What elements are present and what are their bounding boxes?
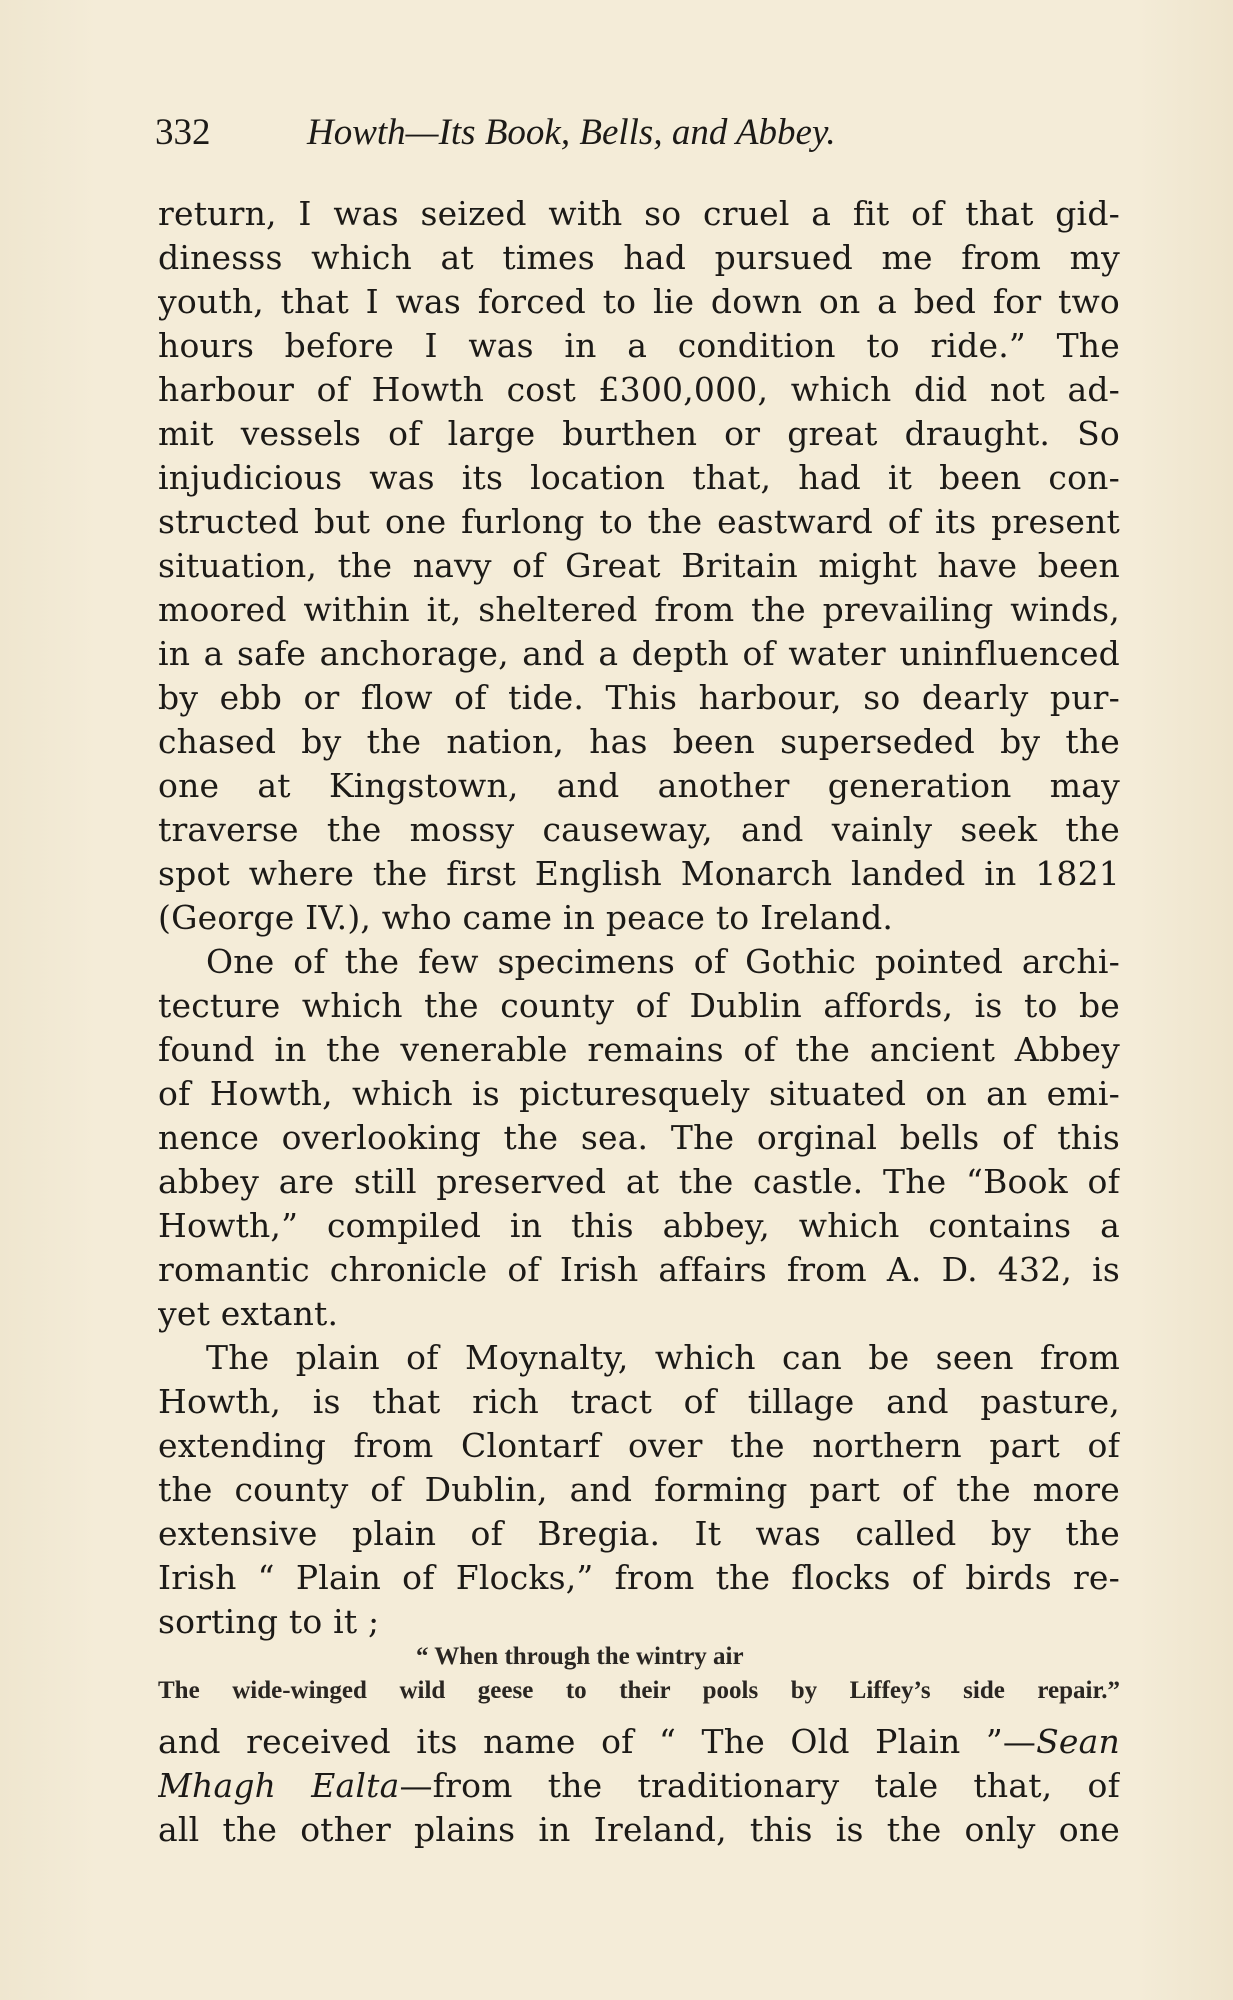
text-line: abbey are still preserved at the castle. The “Book of bbox=[158, 1162, 1120, 1201]
text-line: extensive plain of Bregia. It was called by the bbox=[158, 1514, 1120, 1553]
text-line: tecture which the county of Dublin affords, is to be bbox=[158, 986, 1120, 1025]
text-segment: —from the traditionary tale that, of bbox=[399, 1766, 1120, 1805]
text-line: harbour of Howth cost £300,000, which did not ad- bbox=[158, 370, 1120, 409]
quote-line: “ When through the wintry air bbox=[416, 1643, 744, 1670]
text-line: found in the venerable remains of the ancient Abbey bbox=[158, 1030, 1120, 1069]
verse-quotation bbox=[158, 1640, 1120, 1708]
text-line: injudicious was its location that, had it been con- bbox=[158, 458, 1120, 497]
page-header bbox=[155, 108, 1075, 158]
text-line: mit vessels of large burthen or great draught. So bbox=[158, 414, 1120, 453]
text-line: traverse the mossy causeway, and vainly seek the bbox=[158, 810, 1120, 849]
paragraph-start-line: One of the few specimens of Gothic pointed archi- bbox=[206, 942, 1120, 981]
text-line: romantic chronicle of Irish affairs from A. D. 432, is bbox=[158, 1250, 1120, 1289]
text-line bbox=[158, 1720, 1120, 1764]
running-title: Howth—Its Book, Bells, and Abbey. bbox=[307, 112, 836, 153]
text-line: dinesss which at times had pursued me from my bbox=[158, 238, 1120, 277]
quote-line: The wide-winged wild geese to their pools by Liffey’s side repair.” bbox=[158, 1677, 1120, 1704]
text-segment: and received its name of “ The Old Plain ”— bbox=[158, 1722, 1037, 1761]
text-line: hours before I was in a condition to ride.” The bbox=[158, 326, 1120, 365]
italic-term: Mhagh Ealta bbox=[158, 1766, 400, 1805]
page-number: 332 bbox=[155, 112, 211, 153]
text-line: moored within it, sheltered from the prevailing winds, bbox=[158, 590, 1120, 629]
paragraph-end-line: yet extant. bbox=[158, 1294, 339, 1333]
text-line: Irish “ Plain of Flocks,” from the flocks of birds re- bbox=[158, 1558, 1120, 1597]
paragraph-start-line: The plain of Moynalty, which can be seen from bbox=[206, 1338, 1120, 1377]
text-line: nence overlooking the sea. The orginal bells of this bbox=[158, 1118, 1120, 1157]
italic-term: Sean bbox=[1036, 1722, 1120, 1761]
text-line: all the other plains in Ireland, this is the only one bbox=[158, 1810, 1120, 1849]
body-text bbox=[158, 192, 1120, 1644]
text-line bbox=[158, 1764, 1120, 1808]
text-line: extending from Clontarf over the northern part of bbox=[158, 1426, 1120, 1465]
text-line: the county of Dublin, and forming part of the more bbox=[158, 1470, 1120, 1509]
text-line: youth, that I was forced to lie down on a bed for two bbox=[158, 282, 1120, 321]
text-line: of Howth, which is picturesquely situated on an emi- bbox=[158, 1074, 1120, 1113]
text-line: structed but one furlong to the eastward of its present bbox=[158, 502, 1120, 541]
text-line: by ebb or flow of tide. This harbour, so dearly pur- bbox=[158, 678, 1120, 717]
text-line: Howth, is that rich tract of tillage and pasture, bbox=[158, 1382, 1120, 1421]
text-line: one at Kingstown, and another generation may bbox=[158, 766, 1120, 805]
text-line: spot where the first English Monarch landed in 1821 bbox=[158, 854, 1120, 893]
paragraph-end-line: (George IV.), who came in peace to Ireland. bbox=[158, 898, 894, 937]
text-line: chased by the nation, has been superseded by the bbox=[158, 722, 1120, 761]
text-line: sorting to it ; bbox=[158, 1602, 380, 1641]
text-line: situation, the navy of Great Britain might have been bbox=[158, 546, 1120, 585]
closing-text bbox=[158, 1720, 1120, 1852]
text-line: return, I was seized with so cruel a fit of that gid- bbox=[158, 194, 1120, 233]
text-line: Howth,” compiled in this abbey, which contains a bbox=[158, 1206, 1120, 1245]
text-line: in a safe anchorage, and a depth of water uninfluenced bbox=[158, 634, 1120, 673]
